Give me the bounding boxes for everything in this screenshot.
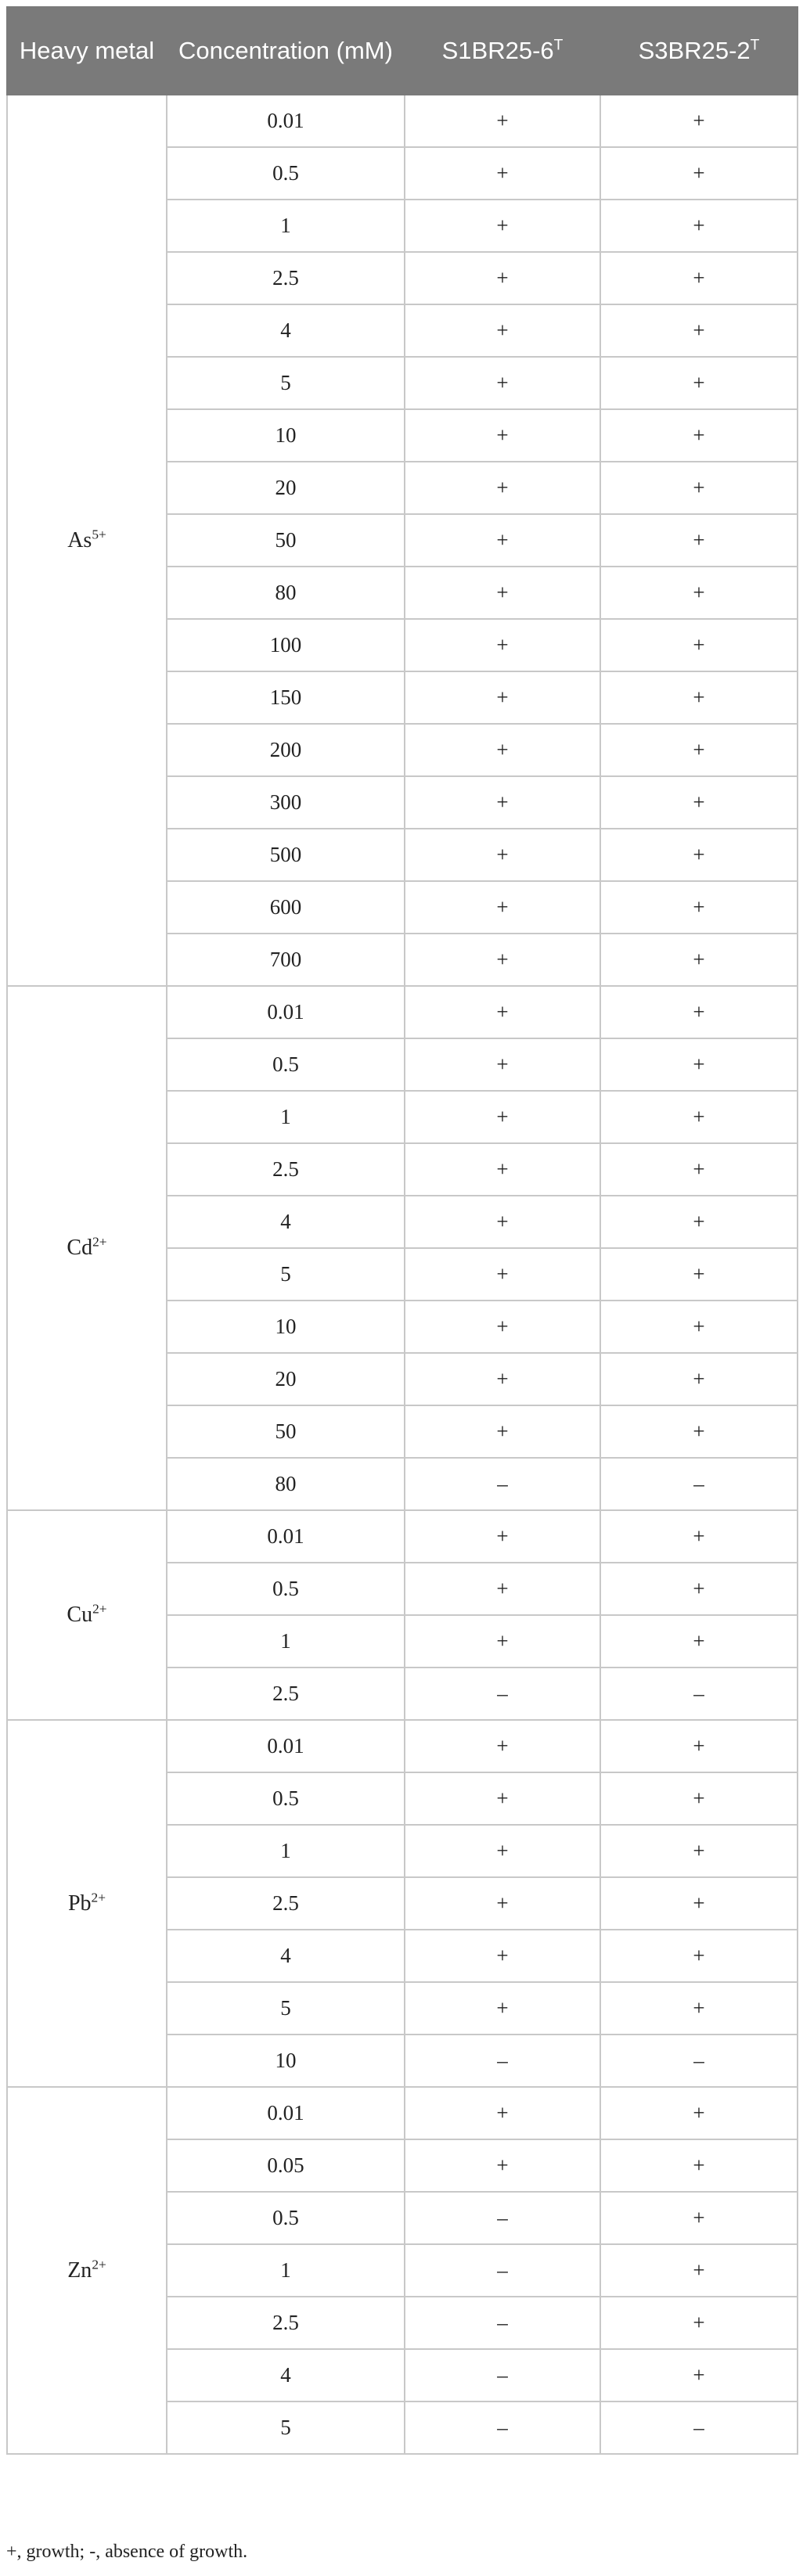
growth-s1br25-6t-cell: +	[405, 1091, 600, 1143]
concentration-cell: 2.5	[167, 1668, 405, 1720]
concentration-cell: 1	[167, 200, 405, 252]
growth-s3br25-2t-cell: +	[600, 252, 798, 304]
metal-charge: 2+	[92, 2257, 106, 2272]
concentration-cell: 4	[167, 304, 405, 357]
growth-s1br25-6t-cell: –	[405, 2035, 600, 2087]
growth-s3br25-2t-cell: +	[600, 357, 798, 409]
growth-s3br25-2t-cell: +	[600, 1405, 798, 1458]
concentration-cell: 5	[167, 357, 405, 409]
growth-s1br25-6t-cell: +	[405, 829, 600, 881]
concentration-cell: 0.01	[167, 986, 405, 1038]
growth-s1br25-6t-cell: +	[405, 671, 600, 724]
growth-s3br25-2t-cell: +	[600, 2139, 798, 2192]
growth-s3br25-2t-cell: +	[600, 1982, 798, 2035]
concentration-cell: 5	[167, 1982, 405, 2035]
concentration-cell: 0.5	[167, 1038, 405, 1091]
growth-s3br25-2t-cell: +	[600, 724, 798, 776]
growth-s3br25-2t-cell: +	[600, 2244, 798, 2297]
heavy-metal-cell	[7, 2087, 167, 2454]
growth-s3br25-2t-cell: +	[600, 304, 798, 357]
growth-s3br25-2t-cell: +	[600, 829, 798, 881]
growth-s3br25-2t-cell: +	[600, 1877, 798, 1930]
growth-s1br25-6t-cell: +	[405, 1510, 600, 1563]
growth-s1br25-6t-cell: +	[405, 1143, 600, 1196]
concentration-cell: 150	[167, 671, 405, 724]
growth-s3br25-2t-cell: +	[600, 986, 798, 1038]
header-heavy-metal: Heavy metal	[7, 7, 167, 95]
growth-s1br25-6t-cell: +	[405, 1196, 600, 1248]
growth-s1br25-6t-cell: +	[405, 514, 600, 567]
table-row	[7, 986, 798, 1038]
concentration-cell: 2.5	[167, 2297, 405, 2349]
concentration-cell: 10	[167, 1301, 405, 1353]
concentration-cell: 20	[167, 462, 405, 514]
growth-s3br25-2t-cell: +	[600, 1720, 798, 1772]
growth-s1br25-6t-cell: +	[405, 2087, 600, 2139]
growth-s3br25-2t-cell: +	[600, 462, 798, 514]
growth-s1br25-6t-cell: +	[405, 304, 600, 357]
growth-s3br25-2t-cell: +	[600, 1091, 798, 1143]
growth-s1br25-6t-cell: +	[405, 2139, 600, 2192]
metal-symbol: Cd	[67, 1236, 93, 1260]
growth-s3br25-2t-cell: +	[600, 1825, 798, 1877]
growth-s1br25-6t-cell: –	[405, 2402, 600, 2454]
concentration-cell: 80	[167, 1458, 405, 1510]
growth-s1br25-6t-cell: +	[405, 1825, 600, 1877]
growth-s1br25-6t-cell: +	[405, 881, 600, 934]
growth-s1br25-6t-cell: –	[405, 2297, 600, 2349]
growth-s1br25-6t-cell: +	[405, 409, 600, 462]
growth-s1br25-6t-cell: +	[405, 1248, 600, 1301]
header-strain-s3br25-2t	[600, 7, 798, 95]
growth-s1br25-6t-cell: +	[405, 776, 600, 829]
metal-symbol: As	[67, 527, 92, 552]
growth-s3br25-2t-cell: +	[600, 671, 798, 724]
growth-s3br25-2t-cell: +	[600, 1301, 798, 1353]
growth-s1br25-6t-cell: +	[405, 252, 600, 304]
concentration-cell: 0.5	[167, 147, 405, 200]
growth-s1br25-6t-cell: +	[405, 200, 600, 252]
growth-s1br25-6t-cell: +	[405, 1930, 600, 1982]
growth-s1br25-6t-cell: +	[405, 1038, 600, 1091]
table-row	[7, 2087, 798, 2139]
growth-s3br25-2t-cell: +	[600, 147, 798, 200]
concentration-cell: 20	[167, 1353, 405, 1405]
growth-s1br25-6t-cell: +	[405, 1720, 600, 1772]
growth-s1br25-6t-cell: +	[405, 1405, 600, 1458]
concentration-cell: 5	[167, 2402, 405, 2454]
growth-s1br25-6t-cell: –	[405, 2192, 600, 2244]
growth-s3br25-2t-cell: +	[600, 1353, 798, 1405]
concentration-cell: 2.5	[167, 1877, 405, 1930]
growth-s3br25-2t-cell: +	[600, 514, 798, 567]
metal-symbol: Zn	[67, 2258, 92, 2283]
concentration-cell: 5	[167, 1248, 405, 1301]
concentration-cell: 1	[167, 1091, 405, 1143]
concentration-cell: 80	[167, 567, 405, 619]
concentration-cell: 0.01	[167, 2087, 405, 2139]
growth-s1br25-6t-cell: +	[405, 986, 600, 1038]
growth-s1br25-6t-cell: +	[405, 1877, 600, 1930]
growth-s3br25-2t-cell: +	[600, 776, 798, 829]
concentration-cell: 10	[167, 409, 405, 462]
heavy-metal-cell	[7, 1720, 167, 2087]
growth-s3br25-2t-cell: +	[600, 1772, 798, 1825]
growth-s3br25-2t-cell: +	[600, 95, 798, 147]
table-row	[7, 95, 798, 147]
growth-s3br25-2t-cell: +	[600, 200, 798, 252]
table-row	[7, 1720, 798, 1772]
heavy-metal-tolerance-table	[6, 6, 798, 2455]
growth-s3br25-2t-cell: +	[600, 1615, 798, 1668]
metal-charge: 5+	[92, 527, 106, 542]
growth-s3br25-2t-cell: +	[600, 1930, 798, 1982]
growth-s3br25-2t-cell: +	[600, 567, 798, 619]
growth-s3br25-2t-cell: –	[600, 2035, 798, 2087]
growth-s1br25-6t-cell: +	[405, 1772, 600, 1825]
metal-symbol: Pb	[67, 1891, 92, 1916]
concentration-cell: 4	[167, 1196, 405, 1248]
concentration-cell: 300	[167, 776, 405, 829]
growth-s3br25-2t-cell: +	[600, 619, 798, 671]
growth-s3br25-2t-cell: +	[600, 2297, 798, 2349]
metal-charge: 2+	[92, 1234, 107, 1250]
growth-s1br25-6t-cell: +	[405, 1301, 600, 1353]
growth-s3br25-2t-cell: +	[600, 2192, 798, 2244]
concentration-cell: 1	[167, 1825, 405, 1877]
growth-s1br25-6t-cell: –	[405, 2349, 600, 2402]
growth-s1br25-6t-cell: +	[405, 619, 600, 671]
type-strain-superscript: T	[553, 37, 564, 54]
growth-s3br25-2t-cell: +	[600, 409, 798, 462]
growth-s1br25-6t-cell: –	[405, 2244, 600, 2297]
concentration-cell: 100	[167, 619, 405, 671]
growth-s3br25-2t-cell: +	[600, 2349, 798, 2402]
concentration-cell: 4	[167, 2349, 405, 2402]
strain-name: S3BR25-2	[638, 37, 751, 64]
growth-s1br25-6t-cell: –	[405, 1668, 600, 1720]
growth-s1br25-6t-cell: +	[405, 147, 600, 200]
concentration-cell: 0.05	[167, 2139, 405, 2192]
growth-s1br25-6t-cell: +	[405, 724, 600, 776]
growth-s3br25-2t-cell: +	[600, 1563, 798, 1615]
growth-s3br25-2t-cell: +	[600, 1196, 798, 1248]
table-footnote: +, growth; -, absence of growth.	[6, 2542, 248, 2562]
concentration-cell: 500	[167, 829, 405, 881]
growth-s3br25-2t-cell: –	[600, 2402, 798, 2454]
strain-name: S1BR25-6	[441, 37, 554, 64]
type-strain-superscript: T	[750, 37, 760, 54]
concentration-cell: 50	[167, 1405, 405, 1458]
growth-s1br25-6t-cell: +	[405, 462, 600, 514]
growth-s1br25-6t-cell: +	[405, 567, 600, 619]
concentration-cell: 0.01	[167, 1720, 405, 1772]
table-body	[7, 95, 798, 2454]
concentration-cell: 600	[167, 881, 405, 934]
header-concentration: Concentration (mM)	[167, 7, 405, 95]
growth-s1br25-6t-cell: +	[405, 1615, 600, 1668]
metal-charge: 2+	[92, 1601, 107, 1617]
heavy-metal-cell	[7, 1510, 167, 1720]
heavy-metal-cell	[7, 986, 167, 1510]
heavy-metal-cell	[7, 95, 167, 986]
growth-s3br25-2t-cell: +	[600, 1038, 798, 1091]
concentration-cell: 200	[167, 724, 405, 776]
growth-s1br25-6t-cell: +	[405, 934, 600, 986]
header-strain-s1br25-6t	[405, 7, 600, 95]
concentration-cell: 0.5	[167, 1563, 405, 1615]
growth-s1br25-6t-cell: +	[405, 1353, 600, 1405]
growth-s1br25-6t-cell: +	[405, 357, 600, 409]
concentration-cell: 10	[167, 2035, 405, 2087]
concentration-cell: 1	[167, 1615, 405, 1668]
table-row	[7, 1510, 798, 1563]
concentration-cell: 50	[167, 514, 405, 567]
growth-s3br25-2t-cell: –	[600, 1458, 798, 1510]
growth-s3br25-2t-cell: +	[600, 2087, 798, 2139]
growth-s1br25-6t-cell: +	[405, 95, 600, 147]
growth-s3br25-2t-cell: +	[600, 934, 798, 986]
concentration-cell: 0.5	[167, 1772, 405, 1825]
metal-symbol: Cu	[67, 1603, 93, 1627]
concentration-cell: 2.5	[167, 1143, 405, 1196]
growth-s3br25-2t-cell: +	[600, 881, 798, 934]
growth-s3br25-2t-cell: +	[600, 1248, 798, 1301]
growth-s3br25-2t-cell: +	[600, 1510, 798, 1563]
growth-s3br25-2t-cell: –	[600, 1668, 798, 1720]
concentration-cell: 1	[167, 2244, 405, 2297]
concentration-cell: 2.5	[167, 252, 405, 304]
table-header-row	[7, 7, 798, 95]
growth-s1br25-6t-cell: +	[405, 1563, 600, 1615]
metal-charge: 2+	[91, 1890, 106, 1905]
growth-s1br25-6t-cell: +	[405, 1982, 600, 2035]
concentration-cell: 4	[167, 1930, 405, 1982]
concentration-cell: 0.01	[167, 95, 405, 147]
concentration-cell: 700	[167, 934, 405, 986]
growth-s1br25-6t-cell: –	[405, 1458, 600, 1510]
concentration-cell: 0.5	[167, 2192, 405, 2244]
concentration-cell: 0.01	[167, 1510, 405, 1563]
growth-s3br25-2t-cell: +	[600, 1143, 798, 1196]
